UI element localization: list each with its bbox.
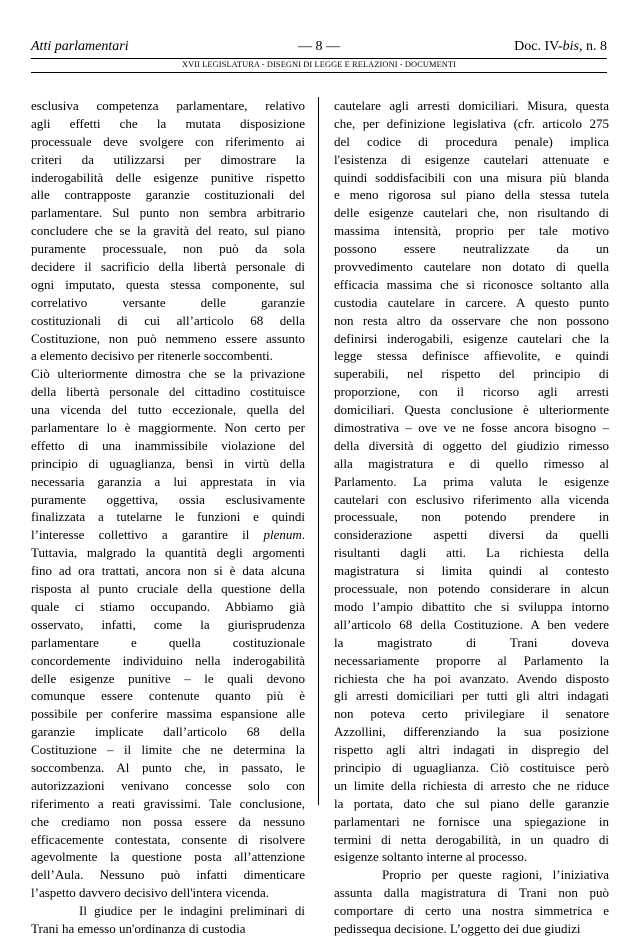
text-line: parlamentare e quella costituzionale — [31, 634, 305, 650]
text-line: principio di uguaglianza. Ciò costituisce però — [334, 759, 609, 775]
text-line: garanzie implicate dall’articolo 68 della — [31, 724, 305, 740]
text-line: finalizzata a tutelarne le funzioni e quindi — [31, 509, 305, 525]
text-line: necessariamente proporre al Parlamento la — [334, 652, 609, 668]
page-number: — 8 — — [298, 39, 340, 54]
header-rule-bottom — [31, 72, 607, 73]
text-line: domiciliari. Questa conclusione è ulteriormente — [334, 402, 609, 418]
text-line: Il giudice per le indagini preliminari di — [79, 903, 305, 919]
text-line: agli effetti che la mutata disposizione — [31, 115, 305, 131]
text-line: l’interesse collettivo a garantire il plenum. — [31, 527, 305, 543]
text-line: la portata, dato che sul piano delle garanzie — [334, 795, 609, 811]
text-line: puramente processuale, non può da sola — [31, 241, 305, 257]
text-line: criteri da utilizzarsi per dimostrare la — [31, 151, 305, 167]
text-line: possibile per conferire massima espansione alle — [31, 706, 305, 722]
text-line: rispetto agli altri indagati in dispregio del — [334, 742, 609, 758]
text-line: agevolmente la questione posta all’attenzione — [31, 849, 305, 865]
text-line: delle esigenze cautelari che, non risultando di — [334, 205, 609, 221]
text-line: Ciò ulteriormente dimostra che se la privazione — [31, 366, 305, 382]
text-line: definirsi inderogabili, esigenze cautelari che la — [334, 330, 609, 346]
text-line: provvedimento cautelare non dotato di quella — [334, 259, 609, 275]
header-subtitle: XVII LEGISLATURA - DISEGNI DI LEGGE E RELAZIONI - DOCUMENTI — [181, 60, 457, 69]
text-line: proporzione, con il ricorso agli arresti — [334, 384, 609, 400]
text-line: della libertà personale del cittadino costituisce — [31, 384, 305, 400]
text-line: quale ci stiamo occupando. Abbiamo già — [31, 598, 305, 614]
text-line: gli arresti domiciliari per tutti gli altri indagati — [334, 688, 609, 704]
text-line: effetto di una inammissibile violazione del — [31, 437, 305, 453]
text-line: la magistrato di Trani doveva — [334, 634, 609, 650]
text-line: autorizzazioni venivano concesse solo con — [31, 777, 305, 793]
text-line: comunque essere contenute quanto più è — [31, 688, 305, 704]
text-line: efficacia massima che si riconosce soltanto alla — [334, 276, 609, 292]
text-line: alla magistratura e di quello rimesso al — [334, 455, 609, 471]
text-line: considerazione aspetti diversi da quelli — [334, 527, 609, 543]
text-line: efficacemente contestata, consente di risolvere — [31, 831, 305, 847]
text-line: osservato, infatti, come la giurisprudenza — [31, 616, 305, 632]
text-column-left — [31, 97, 305, 936]
text-line: fino ad ora trattati, ancora non si è data alcuna — [31, 563, 305, 579]
text-line: magistratura si limita quindi al contesto — [334, 563, 609, 579]
text-line: decidere il sacrificio della libertà personale di — [31, 259, 305, 275]
text-line: l'esistenza di esigenze cautelari attenuate e — [334, 151, 609, 167]
text-line: custodia cautelare in carcere. A questo punto — [334, 294, 609, 310]
header-document-ref — [514, 39, 607, 55]
text-line: del codice di procedura penale) implica — [334, 133, 609, 149]
text-line: dell’Aula. Nessuno può infatti dimenticare — [31, 867, 305, 883]
text-line: Proprio per queste ragioni, l’iniziativa — [382, 867, 609, 883]
text-line: che crediamo non possa essere da nessuno — [31, 813, 305, 829]
text-line: principio di uguaglianza, bensì in virtù della — [31, 455, 305, 471]
text-line: delle esigenze punitive – le quali devono — [31, 670, 305, 686]
text-line: processuale, non potendo considerare in alcun — [334, 581, 609, 597]
text-line: e meno rigorosa sul piano della stessa tutela — [334, 187, 609, 203]
text-line: pedissequa decisione. L’oggetto dei due giudizi — [334, 920, 581, 936]
text-line: superabili, nel rispetto del principio di — [334, 366, 609, 382]
text-line: risultanti dagli atti. La richiesta della — [334, 545, 609, 561]
header-publication: Atti parlamentari — [31, 39, 129, 54]
text-line: inderogabilità delle esigenze punitive rispetto — [31, 169, 305, 185]
text-line: che, per definizione legislativa (cfr. articolo 275 — [334, 115, 609, 131]
text-line: della diversità di oggetto del giudizio rimesso — [334, 437, 609, 453]
doc-ref-suffix: , n. 8 — [579, 39, 607, 54]
text-line: a elemento decisivo per ritenerle soccombenti. — [31, 348, 273, 364]
text-line: processuale, non potendo prendere in — [334, 509, 609, 525]
text-line: esigenze soltanto interne al processo. — [334, 849, 528, 865]
text-line: necessaria garanzia a lui apprestata in via — [31, 473, 305, 489]
text-line: Tuttavia, malgrado la quantità degli argomenti — [31, 545, 305, 561]
text-line: riferimento a reati gravissimi. Tale conclusione, — [31, 795, 305, 811]
text-line: parlamentari ne fornisce una spiegazione in — [334, 813, 609, 829]
column-divider — [318, 97, 319, 805]
doc-ref-italic: bis — [562, 39, 579, 54]
text-line: Trani ha emesso un'ordinanza di custodia — [31, 920, 246, 936]
text-line: all’articolo 68 della Costituzione. A ben vedere — [334, 616, 609, 632]
text-line: ogni imputato, questa stessa componente, sul — [31, 276, 305, 292]
text-line: legge stessa definisce affievolite, e quindi — [334, 348, 609, 364]
text-line: Parlamento. La prima valuta le esigenze — [334, 473, 609, 489]
doc-ref-prefix: Doc. IV- — [514, 39, 563, 54]
text-line: modo l’ampio dibattito che si sviluppa intorno — [334, 598, 609, 614]
text-line: cautelari con esclusivo riferimento alla vicenda — [334, 491, 609, 507]
text-line: termini di netta derogabilità, in un quadro di — [334, 831, 609, 847]
text-line: soccombenza. Al punto che, in passato, le — [31, 759, 305, 775]
text-line: risposta al punto cruciale della questione della — [31, 581, 305, 597]
text-line: Azzollini, differenziando la sua posizione — [334, 724, 609, 740]
text-line: processuale deve svolgere con riferimento ai — [31, 133, 305, 149]
text-line: possono essere neutralizzate da un — [334, 241, 609, 257]
text-line: concordemente individuino nella inderogabilità — [31, 652, 305, 668]
page-header — [31, 39, 607, 57]
text-line: comportare di certo una nostra simmetrica e — [334, 903, 609, 919]
text-line: Costituzione – il limite che ne determina la — [31, 742, 305, 758]
text-line: parlamentare. Sul punto non sembra arbitrario — [31, 205, 305, 221]
text-line: non poteva certo privilegiare il senatore — [334, 706, 609, 722]
text-line: un limite della richiesta di arresto che ne riduce — [334, 777, 609, 793]
text-line: una vicenda del tutto eccezionale, quella del — [31, 402, 305, 418]
text-line: assunta dalla magistratura di Trani non può — [334, 885, 609, 901]
header-rule-top — [31, 58, 607, 59]
text-line: l’aspetto davvero decisivo dell'intera vicenda. — [31, 885, 270, 901]
text-line: parlamentare lo è maggiormente. Non certo per — [31, 420, 305, 436]
text-line: Costituzione, non può nemmeno essere assunto — [31, 330, 305, 346]
text-line: costituzionali di cui all’articolo 68 della — [31, 312, 305, 328]
text-line: cautelare agli arresti domiciliari. Misura, questa — [334, 98, 609, 113]
text-line: alle contrapposte garanzie costituzionali del — [31, 187, 305, 203]
text-line: esclusiva competenza parlamentare, relativo — [31, 98, 305, 113]
text-line: quindi soddisfacibili con una misura più blanda — [334, 169, 609, 185]
text-line: concludere che se la gravità del reato, sul piano — [31, 223, 305, 239]
text-line: non resta altro da osservare che non possono — [334, 312, 609, 328]
text-line: dimostrativa – ove ve ne fosse ancora bisogno – — [334, 420, 609, 436]
text-column-right — [334, 97, 609, 936]
text-line: puramente oggettiva, ossia esclusivamente — [31, 491, 305, 507]
text-line: richiesta che ha poi avanzato. Avendo disposto — [334, 670, 609, 686]
text-line: correlativo versante delle garanzie — [31, 294, 305, 310]
text-line: massima intensità, proprio per tale motivo — [334, 223, 609, 239]
